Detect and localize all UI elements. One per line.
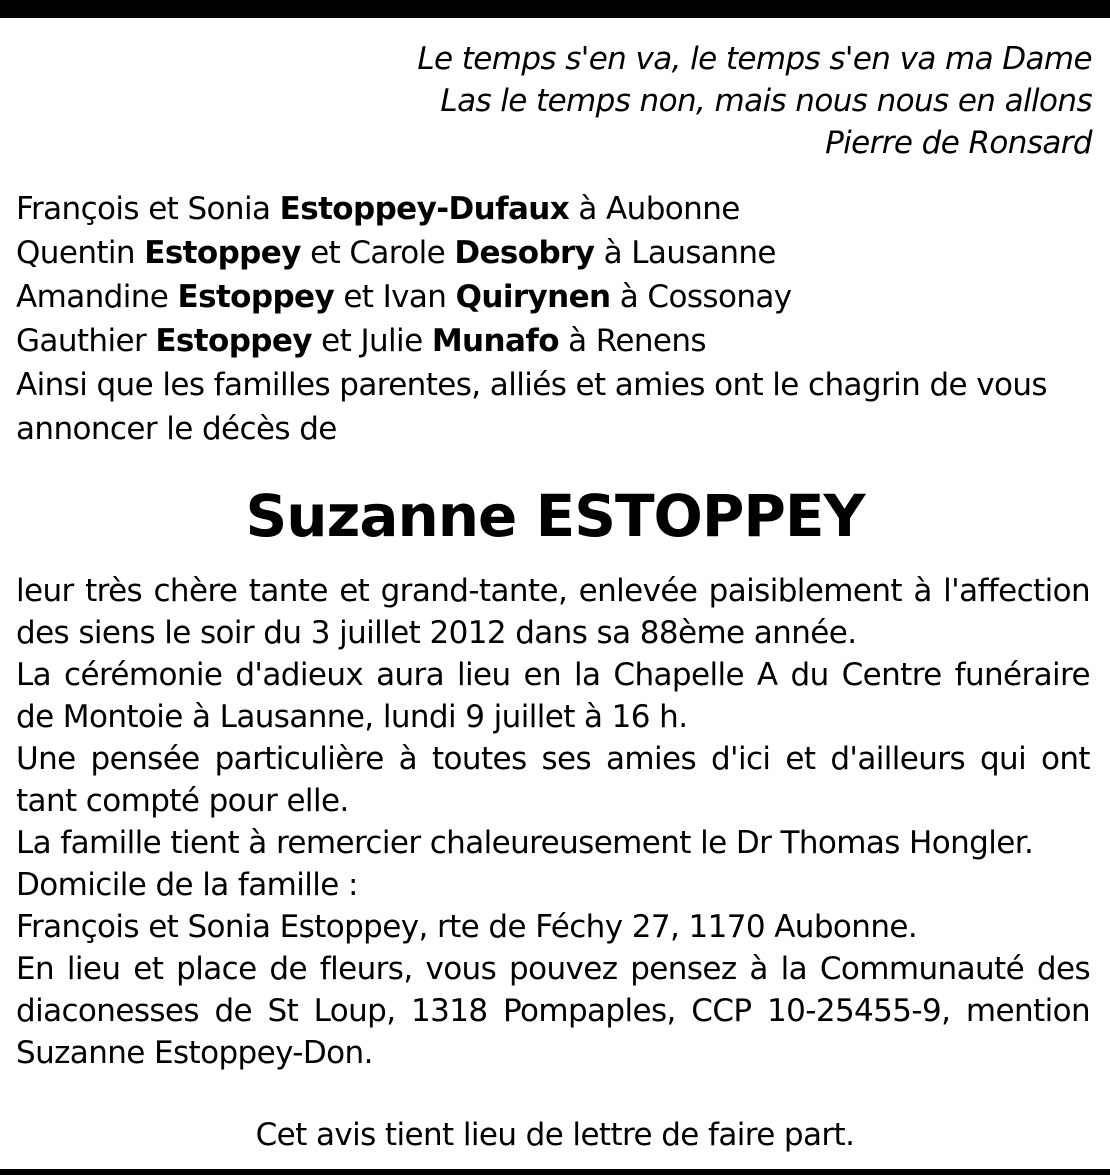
family-text: et Ivan [334, 279, 456, 315]
body-paragraph: François et Sonia Estoppey, rte de Féchy 27, 1170 Aubonne. [16, 909, 918, 945]
epigraph-author: Pierre de Ronsard [825, 125, 1092, 161]
family-surname: Quirynen [455, 279, 611, 315]
body-paragraph: Une pensée particulière à toutes ses amies d'ici et d'ailleurs qui ont tant compté pour elle. [16, 741, 1090, 819]
announcement-text: Ainsi que les familles parentes, alliés et amies ont le chagrin de vous annoncer le décès de [16, 367, 1047, 447]
family-row [16, 187, 1094, 231]
family-text: et Julie [311, 323, 432, 359]
body-paragraph: Domicile de la famille : [16, 867, 358, 903]
footer-note: Cet avis tient lieu de lettre de faire part. [255, 1117, 855, 1153]
bottom-border [0, 1169, 1110, 1175]
top-border [0, 0, 1110, 18]
family-list [16, 187, 1094, 451]
family-surname: Desobry [454, 235, 595, 271]
deceased-name: Suzanne ESTOPPEY [245, 482, 865, 550]
epigraph-line-1: Le temps s'en va, le temps s'en va ma Dame [417, 41, 1092, 77]
family-text: à Lausanne [594, 235, 776, 271]
family-text: Amandine [16, 279, 178, 315]
family-row [16, 231, 1094, 275]
family-text: Gauthier [16, 323, 156, 359]
epigraph-line-2: Las le temps non, mais nous nous en allons [440, 83, 1092, 119]
body-paragraph: La cérémonie d'adieux aura lieu en la Chapelle A du Centre funéraire de Montoie à Lausanne, lundi 9 juillet à 16 h. [16, 657, 1090, 735]
family-text: et Carole [300, 235, 455, 271]
body-paragraph: leur très chère tante et grand-tante, enlevée paisiblement à l'affection des siens le soir du 3 juillet 2012 dans sa 88ème année. [16, 573, 1090, 651]
family-text: François et Sonia [16, 191, 280, 227]
family-row [16, 319, 1094, 363]
family-surname: Estoppey [144, 235, 301, 271]
body-paragraph: En lieu et place de fleurs, vous pouvez pensez à la Communauté des diaconesses de St Loup, 1318 Pompaples, CCP 10-25455-9, mention Suzanne Estoppey-Don. [16, 951, 1090, 1071]
notice-body [16, 570, 1090, 1074]
family-text: à Renens [558, 323, 706, 359]
family-row [16, 275, 1094, 319]
family-surname: Estoppey [177, 279, 335, 315]
family-surname: Estoppey [155, 323, 312, 359]
family-surname: Estoppey-Dufaux [279, 191, 570, 227]
epigraph [417, 38, 1092, 164]
family-text: à Cossonay [610, 279, 792, 315]
body-paragraph: La famille tient à remercier chaleureusement le Dr Thomas Hongler. [16, 825, 1034, 861]
family-text: à Aubonne [569, 191, 740, 227]
family-surname: Munafo [431, 323, 559, 359]
family-text: Quentin [16, 235, 145, 271]
